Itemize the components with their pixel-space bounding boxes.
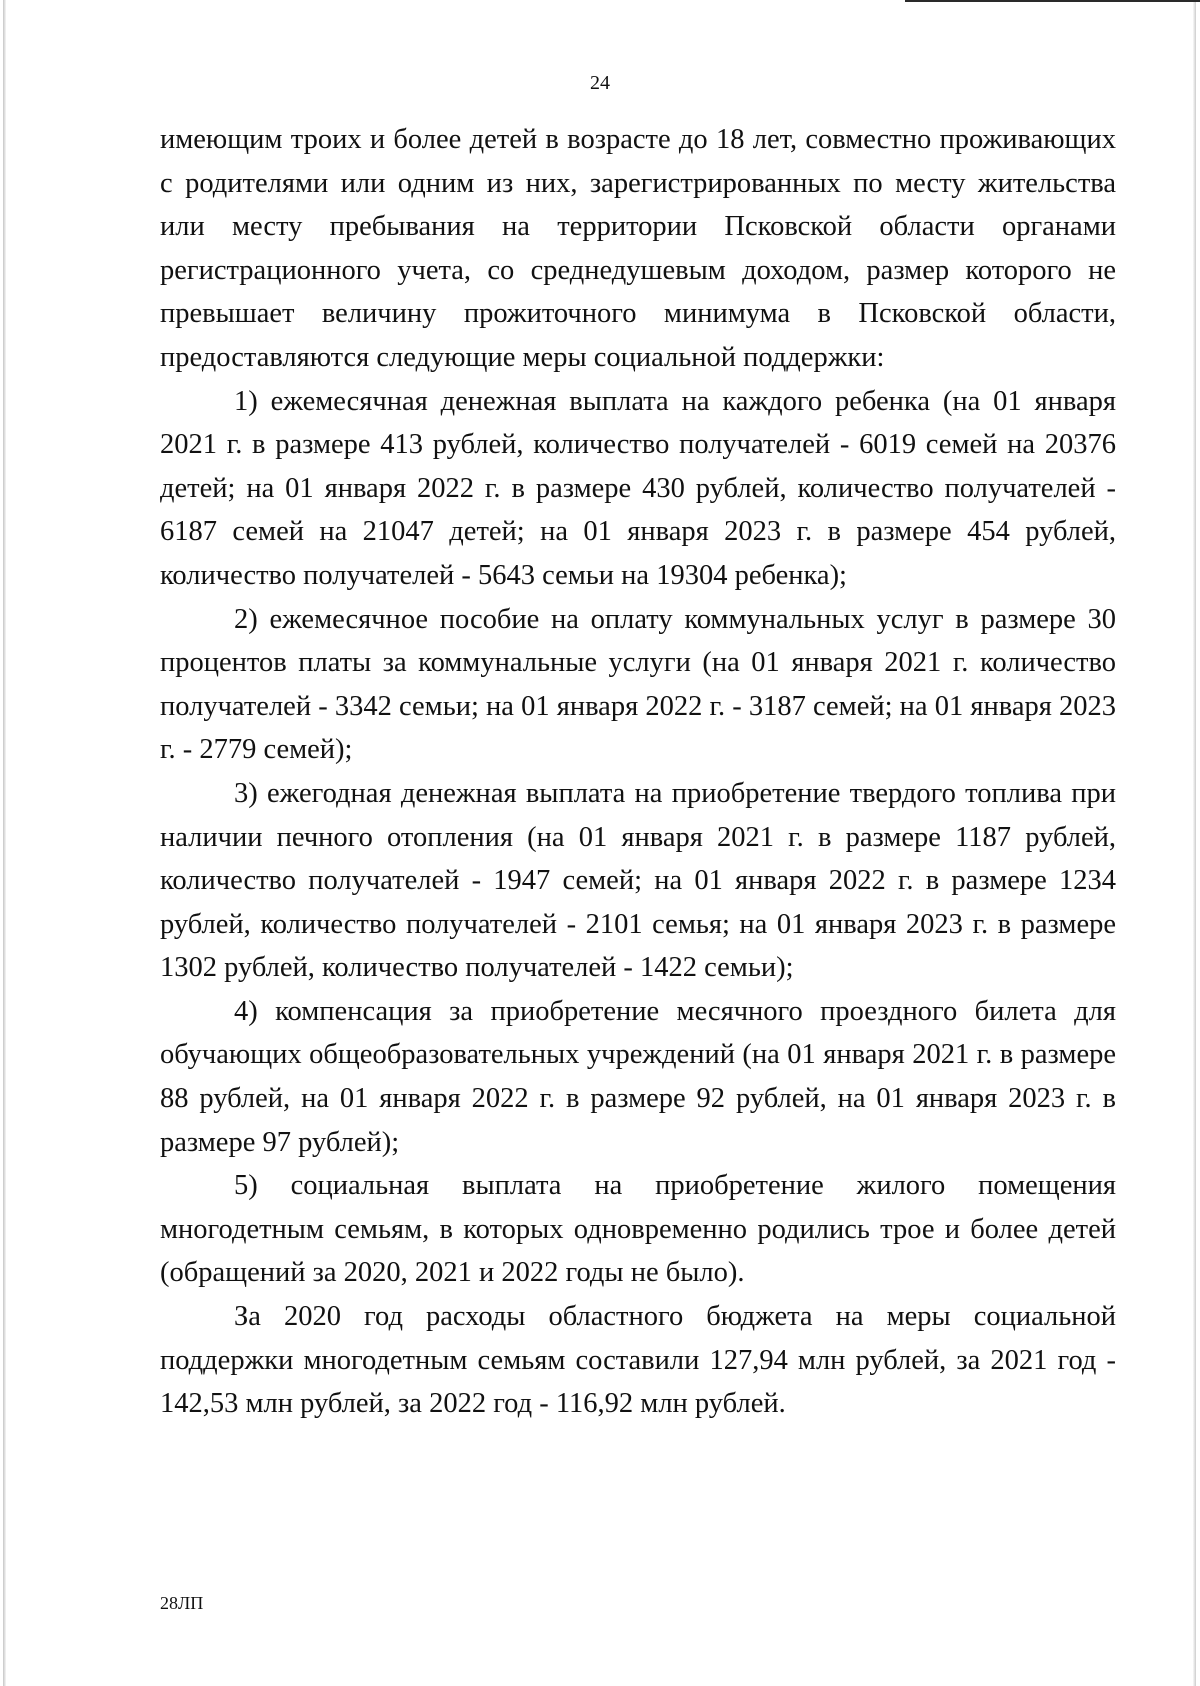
paragraph-intro: имеющим троих и более детей в возрасте до 18 лет, совместно проживающих с родителями или одним из них, зарегистрированных по месту жительства или месту пребывания на территории Псковской области органами регистрационного учета, со среднедушевым доходом, размер которого не превышает величину прожиточного минимума в Псковской области, предоставляются следующие меры социальной поддержки: [160, 124, 1116, 373]
paragraph-item-3: 3) ежегодная денежная выплата на приобретение твердого топлива при наличии печного отопления (на 01 января 2021 г. в размере 1187 рублей, количество получателей - 1947 семей; на 01 января 2022 г. в размере 1234 рублей, количество получателей - 2101 семья; на 01 января 2023 г. в размере 1302 рублей, количество получателей - 1422 семьи); [160, 777, 1116, 984]
paragraph-item-5: 5) социальная выплата на приобретение жилого помещения многодетным семьям, в которых одновременно родились трое и более детей (обращений за 2020, 2021 и 2022 годы не было). [160, 1170, 1116, 1289]
page-number: 24 [590, 72, 610, 94]
scan-edge-left [3, 0, 6, 1686]
paragraph-item-4: 4) компенсация за приобретение месячного проездного билета для обучающих общеобразовательных учреждений (на 01 января 2021 г. в размере 88 рублей, на 01 января 2022 г. в размере 92 рублей, на 01 января 2023 г. в размере 97 рублей); [160, 995, 1116, 1158]
paragraph-item-2: 2) ежемесячное пособие на оплату коммунальных услуг в размере 30 процентов платы за коммунальные услуги (на 01 января 2021 г. количество получателей - 3342 семьи; на 01 января 2022 г. - 3187 семей; на 01 января 2023 г. - 2779 семей); [160, 603, 1116, 766]
scan-edge-top [905, 0, 1200, 2]
paragraph-summary: За 2020 год расходы областного бюджета на меры социальной поддержки многодетным семьям составили 127,94 млн рублей, за 2021 год - 142,53 млн рублей, за 2022 год - 116,92 млн рублей. [160, 1301, 1116, 1420]
document-body [160, 118, 1116, 1426]
scan-edge-right [1193, 0, 1196, 1686]
footer-document-code: 28ЛП [160, 1593, 204, 1613]
paragraph-item-1: 1) ежемесячная денежная выплата на каждого ребенка (на 01 января 2021 г. в размере 413 рублей, количество получателей - 6019 семей на 20376 детей; на 01 января 2022 г. в размере 430 рублей, количество получателей - 6187 семей на 21047 детей; на 01 января 2023 г. в размере 454 рублей, количество получателей - 5643 семьи на 19304 ребенка); [160, 385, 1116, 591]
